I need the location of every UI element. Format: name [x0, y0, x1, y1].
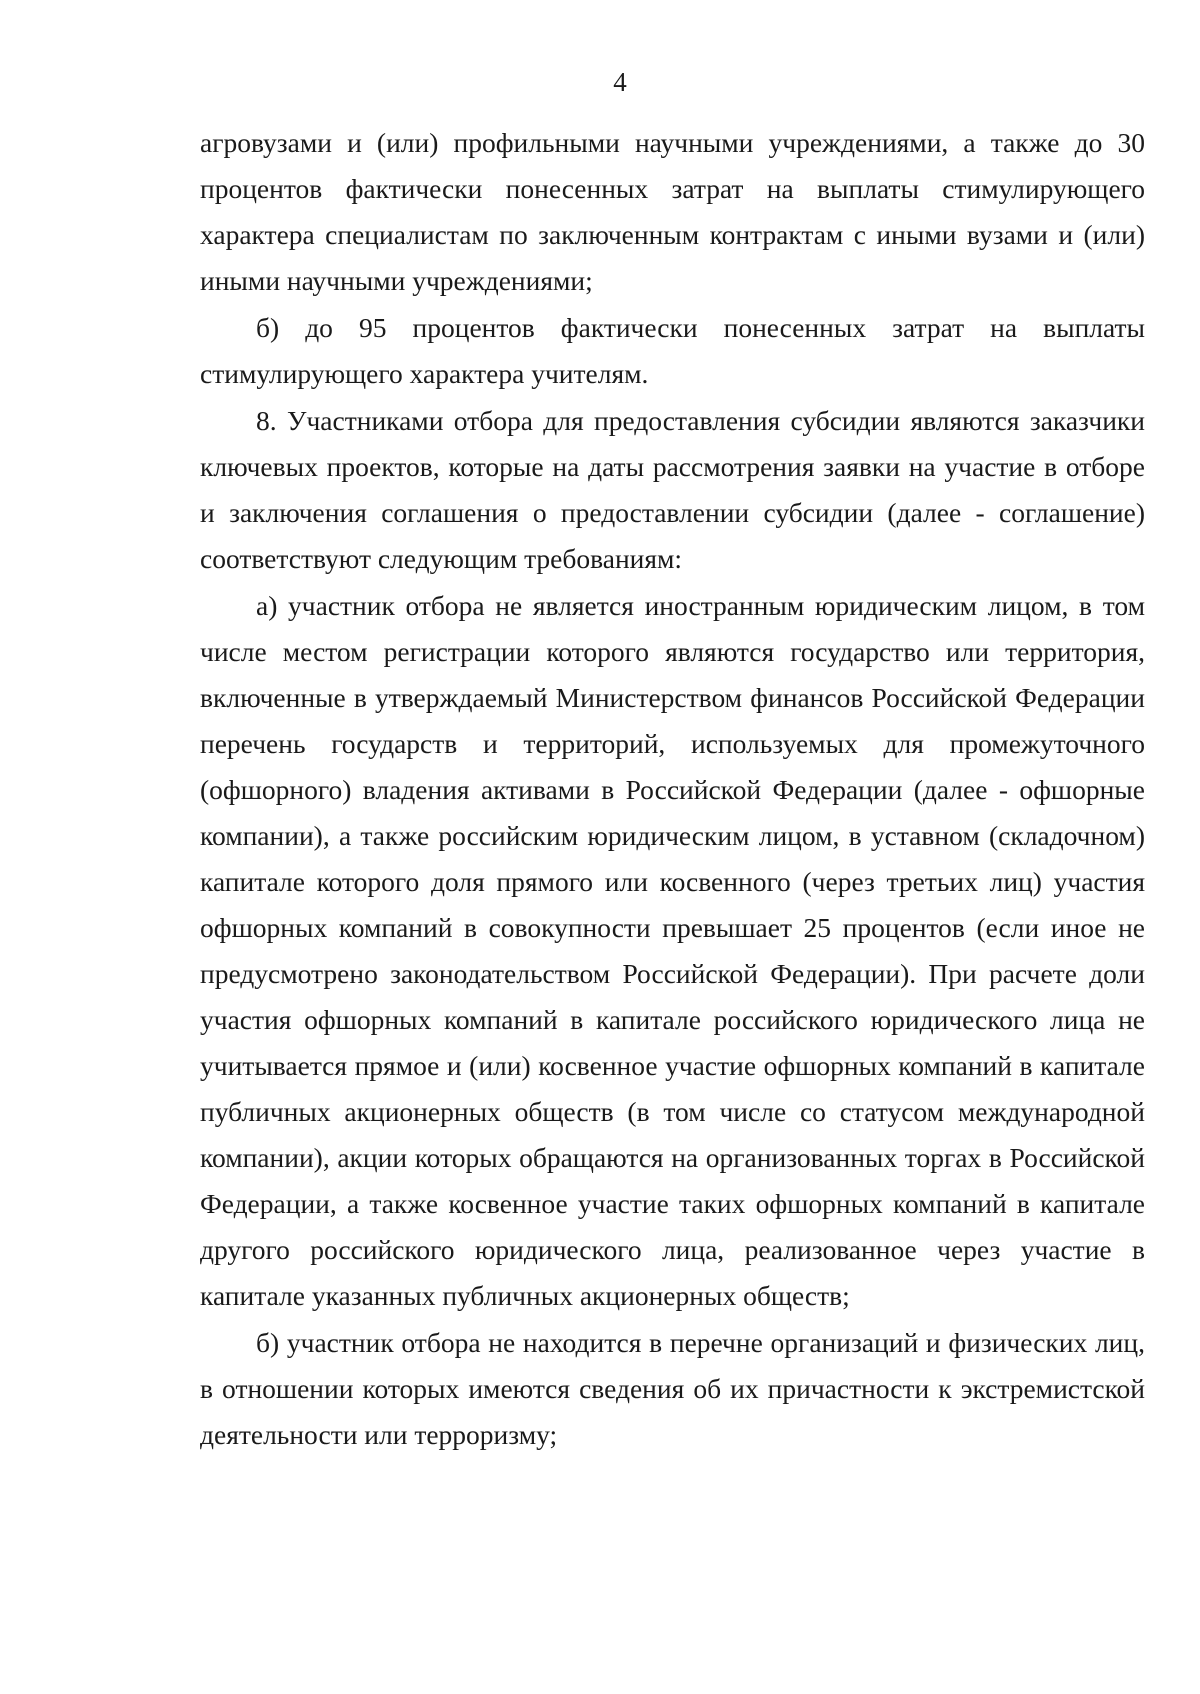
- paragraph-item-b-extremism-list: б) участник отбора не находится в перечне организаций и физических лиц, в отношении которых имеются сведения об их причастности к экстремистской деятельности или терроризму;: [200, 1327, 1145, 1450]
- paragraph-item-b-95-percent: б) до 95 процентов фактически понесенных затрат на выплаты стимулирующего характера учителям.: [200, 312, 1145, 389]
- page-number: 4: [613, 67, 627, 97]
- document-body: [200, 120, 1145, 1458]
- paragraph-continuation: агровузами и (или) профильными научными учреждениями, а также до 30 процентов фактически понесенных затрат на выплаты стимулирующего характера специалистам по заключенным контрактам с иными вузами и (или) иными научными учреждениями;: [200, 127, 1145, 296]
- paragraph-item-8-participants: 8. Участниками отбора для предоставления субсидии являются заказчики ключевых проектов, которые на даты рассмотрения заявки на участие в отборе и заключения соглашения о предоставлении субсидии (далее - соглашение) соответствуют следующим требованиям:: [200, 405, 1145, 574]
- paragraph-item-a-foreign-entity: а) участник отбора не является иностранным юридическим лицом, в том числе местом регистрации которого являются государство или территория, включенные в утверждаемый Министерством финансов Российской Федерации перечень государств и территорий, используемых для промежуточного (офшорного) владения активами в Российской Федерации (далее - офшорные компании), а также российским юридическим лицом, в уставном (складочном) капитале которого доля прямого или косвенного (через третьих лиц) участия офшорных компаний в совокупности превышает 25 процентов (если иное не предусмотрено законодательством Российской Федерации). При расчете доли участия офшорных компаний в капитале российского юридического лица не учитывается прямое и (или) косвенное участие офшорных компаний в капитале публичных акционерных обществ (в том числе со статусом международной компании), акции которых обращаются на организованных торгах в Российской Федерации, а также косвенное участие таких офшорных компаний в капитале другого российского юридического лица, реализованное через участие в капитале указанных публичных акционерных обществ;: [200, 590, 1145, 1311]
